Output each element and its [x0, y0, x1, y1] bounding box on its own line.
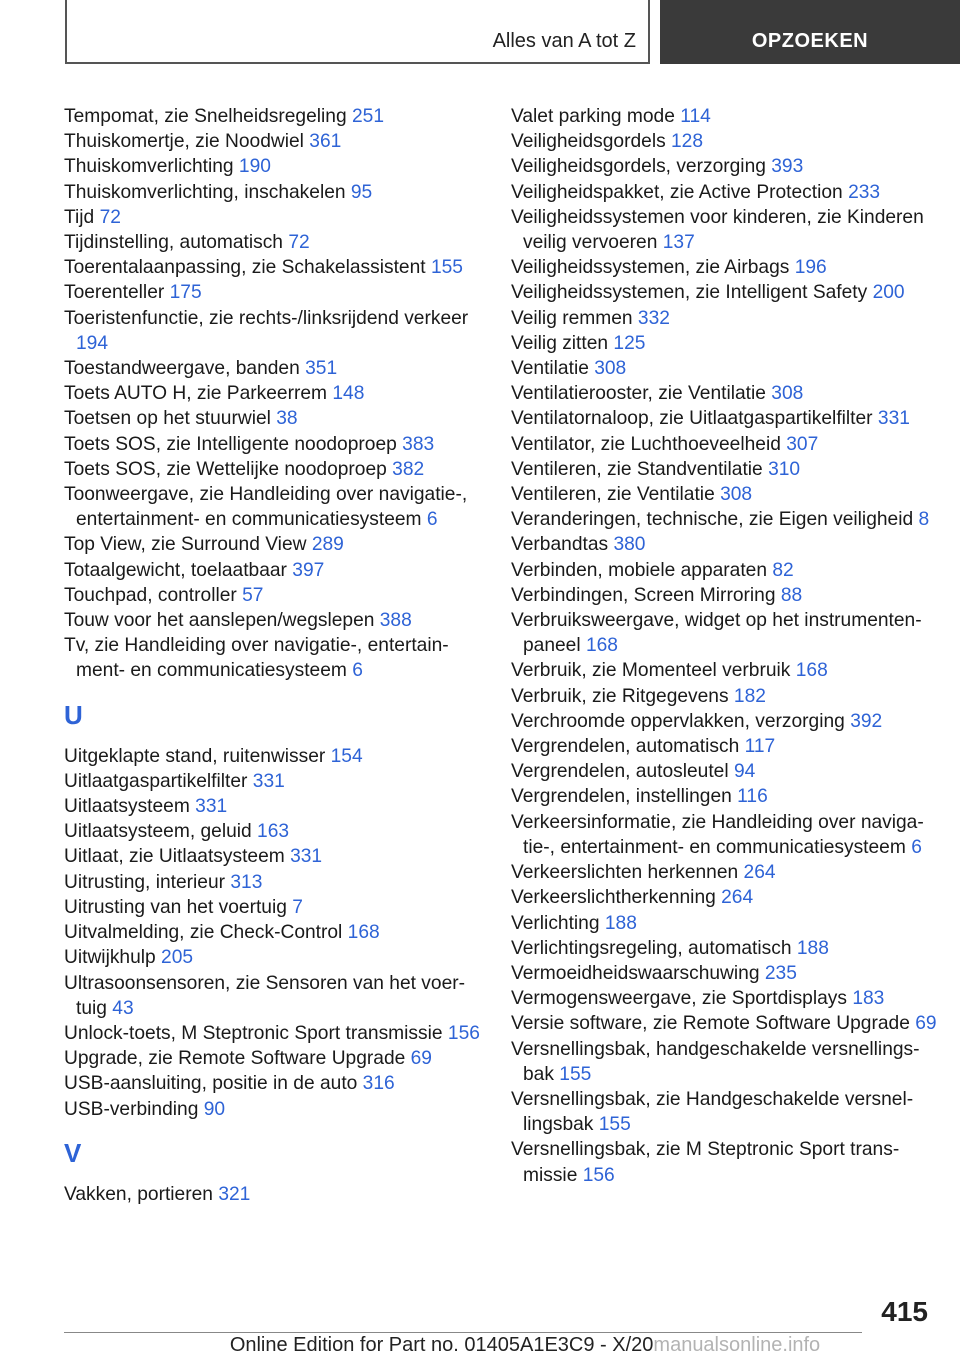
index-entry: [511, 759, 941, 784]
entry-text: Ventilatierooster, zie Ventilatie: [511, 383, 766, 405]
page-reference-link[interactable]: 90: [203, 1098, 226, 1120]
page-reference-link[interactable]: 57: [242, 584, 264, 606]
entry-text: Veiligheidssystemen, zie Airbags: [511, 257, 790, 279]
entry-text: Toets SOS, zie Wettelijke noodoproep: [64, 458, 387, 480]
index-entry: [511, 356, 941, 381]
page-reference-link[interactable]: 392: [850, 710, 883, 732]
entry-text: Uitvalmelding, zie Check-Control: [64, 922, 343, 944]
entry-text: Upgrade, zie Remote Software Upgrade: [64, 1048, 406, 1070]
entry-text: Ventilatornaloop, zie Uitlaatgaspartikelfilter: [511, 408, 873, 430]
entry-text: Tv, zie Handleiding over navigatie-, entertainment- en communicatiesysteem: [64, 635, 449, 682]
index-entry: [64, 583, 484, 608]
entry-text: Verbandtas: [511, 534, 609, 556]
page-reference-link[interactable]: 361: [309, 131, 342, 153]
page-reference-link[interactable]: 7: [292, 896, 303, 918]
page-reference-link[interactable]: 316: [362, 1073, 395, 1095]
index-entry: [511, 532, 941, 557]
index-entry: [64, 945, 484, 970]
entry-text: Totaalgewicht, toelaatbaar: [64, 559, 287, 581]
page-reference-link[interactable]: 190: [238, 156, 271, 178]
page-reference-link[interactable]: 308: [594, 358, 627, 380]
page-reference-link[interactable]: 200: [872, 282, 905, 304]
page-number: 415: [881, 1296, 928, 1327]
index-entry: [511, 154, 941, 179]
page-reference-link[interactable]: 6: [911, 836, 922, 858]
page-reference-link[interactable]: 6: [426, 509, 438, 531]
footer-divider: [64, 1332, 862, 1333]
index-entry: [64, 744, 484, 769]
page-reference-link[interactable]: 8: [918, 509, 930, 531]
entry-text: Top View, zie Surround View: [64, 534, 307, 556]
index-letter: U: [64, 699, 83, 730]
index-entry: [511, 280, 941, 305]
entry-text: Toets AUTO H, zie Parkeerrem: [64, 383, 328, 405]
index-entry: [64, 306, 484, 356]
index-entry: [64, 532, 484, 557]
opzoeken-tab[interactable]: OPZOEKEN: [660, 0, 960, 64]
page-reference-link[interactable]: 188: [796, 937, 829, 959]
page-reference-link[interactable]: 205: [161, 947, 194, 969]
page-reference-link[interactable]: 117: [744, 736, 776, 758]
index-entry: [64, 895, 484, 920]
page-reference-link[interactable]: 114: [680, 106, 711, 127]
index-entry: [511, 104, 941, 129]
entry-text: Toerentalaanpassing, zie Schakelassistent: [64, 257, 426, 279]
page-reference-link[interactable]: 380: [613, 534, 646, 556]
entry-text: Veiligheidssystemen voor kinderen, zie Kinderen veilig vervoeren: [511, 206, 924, 254]
entry-text: Uitlaatsysteem, geluid: [64, 821, 252, 843]
page-reference-link[interactable]: 233: [848, 181, 881, 203]
index-entry: [511, 1011, 941, 1036]
index-entry: [511, 129, 941, 154]
index-entry: [511, 684, 941, 709]
index-entry: [511, 306, 941, 331]
index-entry: [511, 911, 941, 936]
entry-text: Verkeerslichten herkennen: [511, 862, 739, 884]
entry-text: Verbinden, mobiele apparaten: [511, 559, 768, 581]
entry-text: Uitlaatsysteem: [64, 796, 190, 818]
index-entry: [64, 819, 484, 844]
page-reference-link[interactable]: 168: [795, 660, 828, 682]
entry-text: Veilig remmen: [511, 307, 633, 329]
page-reference-link[interactable]: 351: [305, 358, 338, 380]
entry-text: Uitlaatgaspartikelfilter: [64, 770, 248, 792]
index-entry: [511, 180, 941, 205]
index-entry: [511, 784, 941, 809]
entry-text: Versnellingsbak, zie Handgeschakelde versnellingsbak: [511, 1088, 914, 1136]
index-entry: [511, 1087, 941, 1137]
entry-text: USB-verbinding: [64, 1098, 199, 1120]
index-column-right: [511, 104, 941, 1188]
index-entry: [64, 230, 484, 255]
page-reference-link[interactable]: 308: [771, 383, 804, 405]
entry-text: Versnellingsbak, zie M Steptronic Sport transmissie: [511, 1139, 900, 1186]
entry-text: Verlichtingsregeling, automatisch: [511, 937, 792, 959]
page-reference-link[interactable]: 264: [721, 887, 754, 909]
index-entry: [64, 920, 484, 945]
index-column-left: [64, 104, 484, 1207]
index-entry: [64, 1182, 484, 1207]
entry-text: Ventilator, zie Luchthoeveelheid: [511, 433, 781, 455]
index-entry: [511, 406, 941, 431]
page-reference-link[interactable]: 148: [332, 383, 365, 405]
page-reference-link[interactable]: 94: [733, 761, 756, 783]
entry-text: Uitrusting van het voertuig: [64, 896, 287, 918]
index-entry: [64, 406, 484, 431]
index-entry: [64, 870, 484, 895]
page-reference-link[interactable]: 175: [169, 282, 202, 304]
index-entry: [64, 432, 484, 457]
footer-watermark: manualsonline.info: [653, 1334, 821, 1356]
index-entry: [511, 205, 941, 255]
entry-text: Tijd: [64, 206, 95, 228]
index-entry: [64, 1071, 484, 1096]
index-entry: [64, 558, 484, 583]
index-letter: V: [64, 1137, 82, 1168]
entry-text: Veilig zitten: [511, 332, 609, 354]
page-reference-link[interactable]: 168: [585, 635, 618, 657]
index-entry: [511, 583, 941, 608]
page-reference-link[interactable]: 116: [737, 786, 768, 808]
page-reference-link[interactable]: 38: [276, 408, 298, 430]
page-reference-link[interactable]: 128: [671, 131, 704, 153]
entry-text: Ventileren, zie Standventilatie: [511, 458, 763, 480]
page-reference-link[interactable]: 156: [582, 1164, 615, 1186]
entry-text: Toetsen op het stuurwiel: [64, 408, 271, 430]
index-entry: [64, 1021, 484, 1046]
index-entry: [64, 794, 484, 819]
page-reference-link[interactable]: 235: [764, 962, 797, 984]
page-reference-link[interactable]: 313: [230, 871, 263, 893]
index-entry: [511, 507, 941, 532]
entry-text: Vakken, portieren: [64, 1183, 213, 1205]
index-entry: [511, 381, 941, 406]
page-reference-link[interactable]: 168: [347, 922, 380, 944]
entry-text: Veiligheidspakket, zie Active Protection: [511, 181, 843, 203]
entry-text: Tempomat, zie Snelheidsregeling: [64, 106, 347, 127]
page-reference-link[interactable]: 88: [780, 584, 803, 606]
index-entry: [511, 734, 941, 759]
page-reference-link[interactable]: 331: [877, 408, 910, 430]
index-entry: [511, 936, 941, 961]
index-entry: [64, 633, 484, 683]
index-entry: [64, 104, 484, 129]
page-reference-link[interactable]: 331: [252, 770, 285, 792]
entry-text: Verbindingen, Screen Mirroring: [511, 584, 776, 606]
entry-text: Vergrendelen, instellingen: [511, 786, 732, 808]
index-entry: [64, 255, 484, 280]
entry-text: Touchpad, controller: [64, 584, 237, 606]
page-reference-link[interactable]: 72: [288, 232, 310, 254]
index-entry: [511, 1037, 941, 1087]
index-entry: [511, 986, 941, 1011]
entry-text: Verbruiksweergave, widget op het instrumentenpaneel: [511, 610, 922, 657]
footer-edition: Online Edition for Part no. 01405A1E3C9 - X/20: [229, 1334, 654, 1356]
page-reference-link[interactable]: 289: [311, 534, 344, 556]
entry-text: Uitwijkhulp: [64, 947, 156, 969]
page-reference-link[interactable]: 307: [786, 433, 819, 455]
index-entry: [511, 255, 941, 280]
entry-text: Verkeersinformatie, zie Handleiding over navigatie-, entertainment- en communicatiesysteem: [511, 811, 924, 858]
index-entry: [64, 1046, 484, 1071]
entry-text: Vermoeidheidswaarschuwing: [511, 962, 760, 984]
page-reference-link[interactable]: 82: [772, 559, 794, 581]
page-reference-link[interactable]: 69: [915, 1013, 937, 1035]
page-reference-link[interactable]: 6: [352, 660, 363, 682]
entry-text: Toerenteller: [64, 282, 165, 304]
entry-text: Valet parking mode: [511, 106, 675, 127]
page-reference-link[interactable]: 183: [852, 988, 885, 1010]
page-reference-link[interactable]: 95: [350, 181, 373, 203]
page-reference-link[interactable]: 155: [598, 1114, 631, 1136]
entry-text: Ultrasoonsensoren, zie Sensoren van het voertuig: [64, 972, 466, 1019]
index-entry: [511, 608, 941, 658]
index-entry: [64, 129, 484, 154]
entry-text: Unlock-toets, M Steptronic Sport transmissie: [64, 1022, 443, 1044]
page-reference-link[interactable]: 155: [430, 257, 463, 279]
page-reference-link[interactable]: 163: [257, 821, 290, 843]
entry-text: Ventilatie: [511, 358, 589, 380]
entry-text: Versie software, zie Remote Software Upgrade: [511, 1013, 910, 1035]
section-title: Alles van A tot Z: [492, 30, 636, 52]
page-reference-link[interactable]: 331: [195, 796, 228, 818]
index-entry: [511, 885, 941, 910]
entry-text: Veiligheidsgordels: [511, 131, 666, 153]
entry-text: Veiligheidsgordels, verzorging: [511, 156, 766, 178]
entry-text: Veiligheidssystemen, zie Intelligent Safety: [511, 282, 868, 304]
entry-text: Vergrendelen, automatisch: [511, 736, 740, 758]
entry-text: Toonweergave, zie Handleiding over navigatie-, entertainment- en communicatiesysteem: [64, 484, 468, 531]
entry-text: Toeristenfunctie, zie rechts-/linksrijdend verkeer: [64, 307, 469, 329]
page-reference-link[interactable]: 125: [613, 332, 646, 354]
entry-text: Versnellingsbak, handgeschakelde versnellingsbak: [511, 1038, 920, 1085]
page-reference-link[interactable]: 196: [794, 257, 827, 279]
page-reference-link[interactable]: 383: [402, 433, 435, 455]
entry-text: Verkeerslichtherkenning: [511, 887, 716, 909]
entry-text: Touw voor het aanslepen/wegslepen: [64, 610, 375, 632]
page-reference-link[interactable]: 388: [379, 610, 412, 632]
entry-text: Ventileren, zie Ventilatie: [511, 484, 715, 506]
entry-text: Vergrendelen, autosleutel: [511, 761, 729, 783]
index-entry: [511, 860, 941, 885]
page-reference-link[interactable]: 331: [290, 846, 323, 868]
entry-text: Thuiskomverlichting: [64, 156, 234, 178]
index-entry: [64, 356, 484, 381]
index-entry: [511, 1137, 941, 1187]
index-entry: [511, 482, 941, 507]
index-entry: [64, 844, 484, 869]
page-reference-link[interactable]: 137: [662, 232, 695, 254]
index-entry: [64, 1097, 484, 1122]
index-entry: [511, 961, 941, 986]
page-reference-link[interactable]: 154: [330, 745, 363, 767]
page-reference-link[interactable]: 310: [768, 458, 801, 480]
entry-text: Verbruik, zie Momenteel verbruik: [511, 660, 791, 682]
page-reference-link[interactable]: 321: [218, 1183, 251, 1205]
page-reference-link[interactable]: 382: [392, 458, 425, 480]
index-entry: [64, 154, 484, 179]
footer: [0, 1334, 960, 1357]
entry-text: Uitgeklapte stand, ruitenwisser: [64, 745, 326, 767]
index-entry: [511, 457, 941, 482]
page-reference-link[interactable]: 251: [351, 106, 384, 127]
page-reference-link[interactable]: 308: [720, 484, 753, 506]
index-entry: [511, 709, 941, 734]
index-entry: [511, 558, 941, 583]
page-reference-link[interactable]: 182: [733, 685, 766, 707]
entry-text: Veranderingen, technische, zie Eigen veiligheid: [511, 509, 914, 531]
page-reference-link[interactable]: 188: [604, 912, 637, 934]
index-entry: [64, 769, 484, 794]
index-entry: [64, 971, 484, 1021]
entry-text: Thuiskomverlichting, inschakelen: [64, 181, 346, 203]
entry-text: USB-aansluiting, positie in de auto: [64, 1073, 358, 1095]
page-reference-link[interactable]: 332: [637, 307, 670, 329]
page-reference-link[interactable]: 397: [292, 559, 325, 581]
entry-text: Verbruik, zie Ritgegevens: [511, 685, 729, 707]
index-entry: [511, 810, 941, 860]
page-reference-link[interactable]: 194: [76, 332, 109, 354]
entry-text: Verchroomde oppervlakken, verzorging: [511, 710, 845, 732]
page-reference-link[interactable]: 155: [559, 1063, 592, 1085]
index-entry: [64, 205, 484, 230]
page-reference-link[interactable]: 72: [99, 206, 121, 228]
entry-text: Tijdinstelling, automatisch: [64, 232, 283, 254]
entry-text: Verlichting: [511, 912, 600, 934]
index-entry: [511, 331, 941, 356]
page-reference-link[interactable]: 393: [771, 156, 804, 178]
entry-text: Vermogensweergave, zie Sportdisplays: [511, 988, 847, 1010]
page-reference-link[interactable]: 43: [112, 997, 134, 1019]
index-entry: [64, 482, 484, 532]
entry-text: Thuiskomertje, zie Noodwiel: [64, 131, 304, 153]
entry-text: Toestandweergave, banden: [64, 358, 300, 380]
index-entry: [511, 658, 941, 683]
page-reference-link[interactable]: 156: [447, 1022, 480, 1044]
page-reference-link[interactable]: 69: [410, 1048, 432, 1070]
entry-text: Uitrusting, interieur: [64, 871, 226, 893]
index-entry: [64, 608, 484, 633]
index-entry: [64, 381, 484, 406]
page-reference-link[interactable]: 264: [743, 862, 776, 884]
entry-text: Uitlaat, zie Uitlaatsysteem: [64, 846, 285, 868]
index-entry: [64, 457, 484, 482]
index-entry: [511, 432, 941, 457]
entry-text: Toets SOS, zie Intelligente noodoproep: [64, 433, 397, 455]
index-entry: [64, 180, 484, 205]
index-entry: [64, 280, 484, 305]
